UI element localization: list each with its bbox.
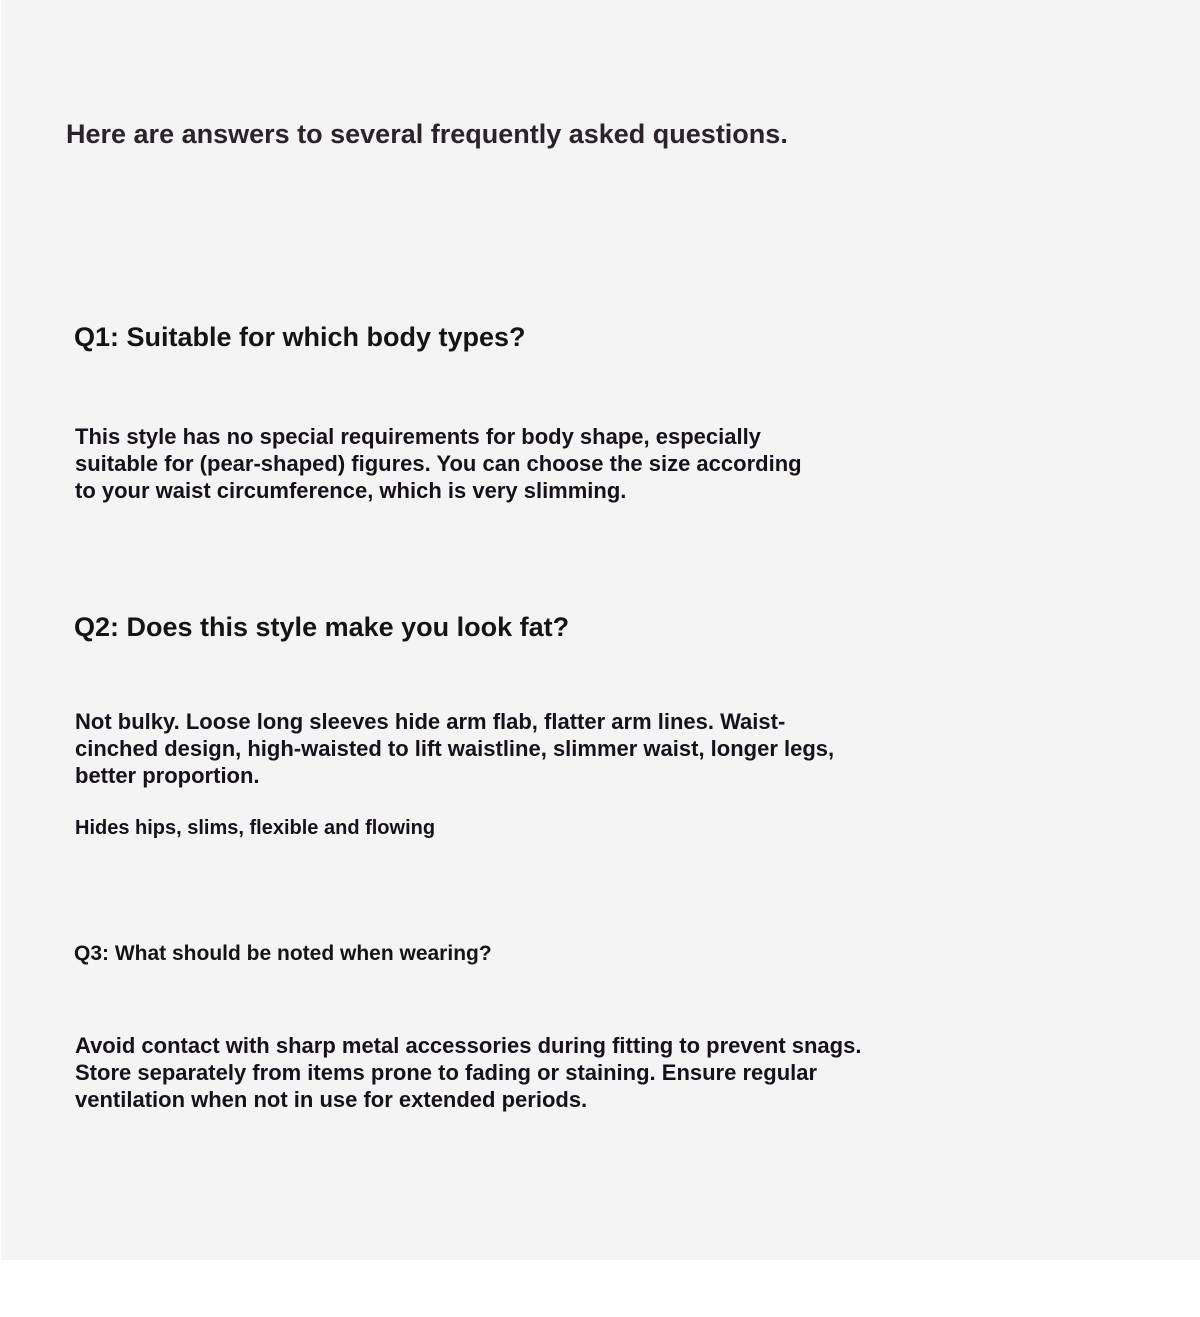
faq-question-2: Q2: Does this style make you look fat? (74, 612, 570, 642)
faq-question-1: Q1: Suitable for which body types? (74, 322, 526, 352)
faq-answer-3-line: ventilation when not in use for extended periods. (75, 1087, 588, 1112)
faq-intro-heading: Here are answers to several frequently asked questions. (66, 119, 788, 149)
faq-answer-3 (75, 1032, 861, 1113)
faq-answer-1 (75, 423, 802, 504)
faq-panel (1, 0, 1200, 1260)
faq-answer-2-line: Not bulky. Loose long sleeves hide arm flab, flatter arm lines. Waist- (75, 709, 786, 734)
faq-answer-3-line: Avoid contact with sharp metal accessories during fitting to prevent snags. (75, 1033, 862, 1058)
faq-question-3: Q3: What should be noted when wearing? (74, 942, 492, 965)
faq-answer-1-line: suitable for (pear-shaped) figures. You can choose the size according (75, 451, 802, 476)
faq-answer-2 (75, 708, 834, 789)
faq-answer-2-line: cinched design, high-waisted to lift waistline, slimmer waist, longer legs, (75, 736, 835, 761)
faq-answer-1-line: to your waist circumference, which is very slimming. (75, 478, 627, 503)
faq-answer-2-line: better proportion. (75, 763, 260, 788)
faq-answer-2-note: Hides hips, slims, flexible and flowing (75, 817, 436, 839)
faq-answer-1-line: This style has no special requirements for body shape, especially (75, 424, 761, 449)
faq-answer-3-line: Store separately from items prone to fading or staining. Ensure regular (75, 1060, 818, 1085)
